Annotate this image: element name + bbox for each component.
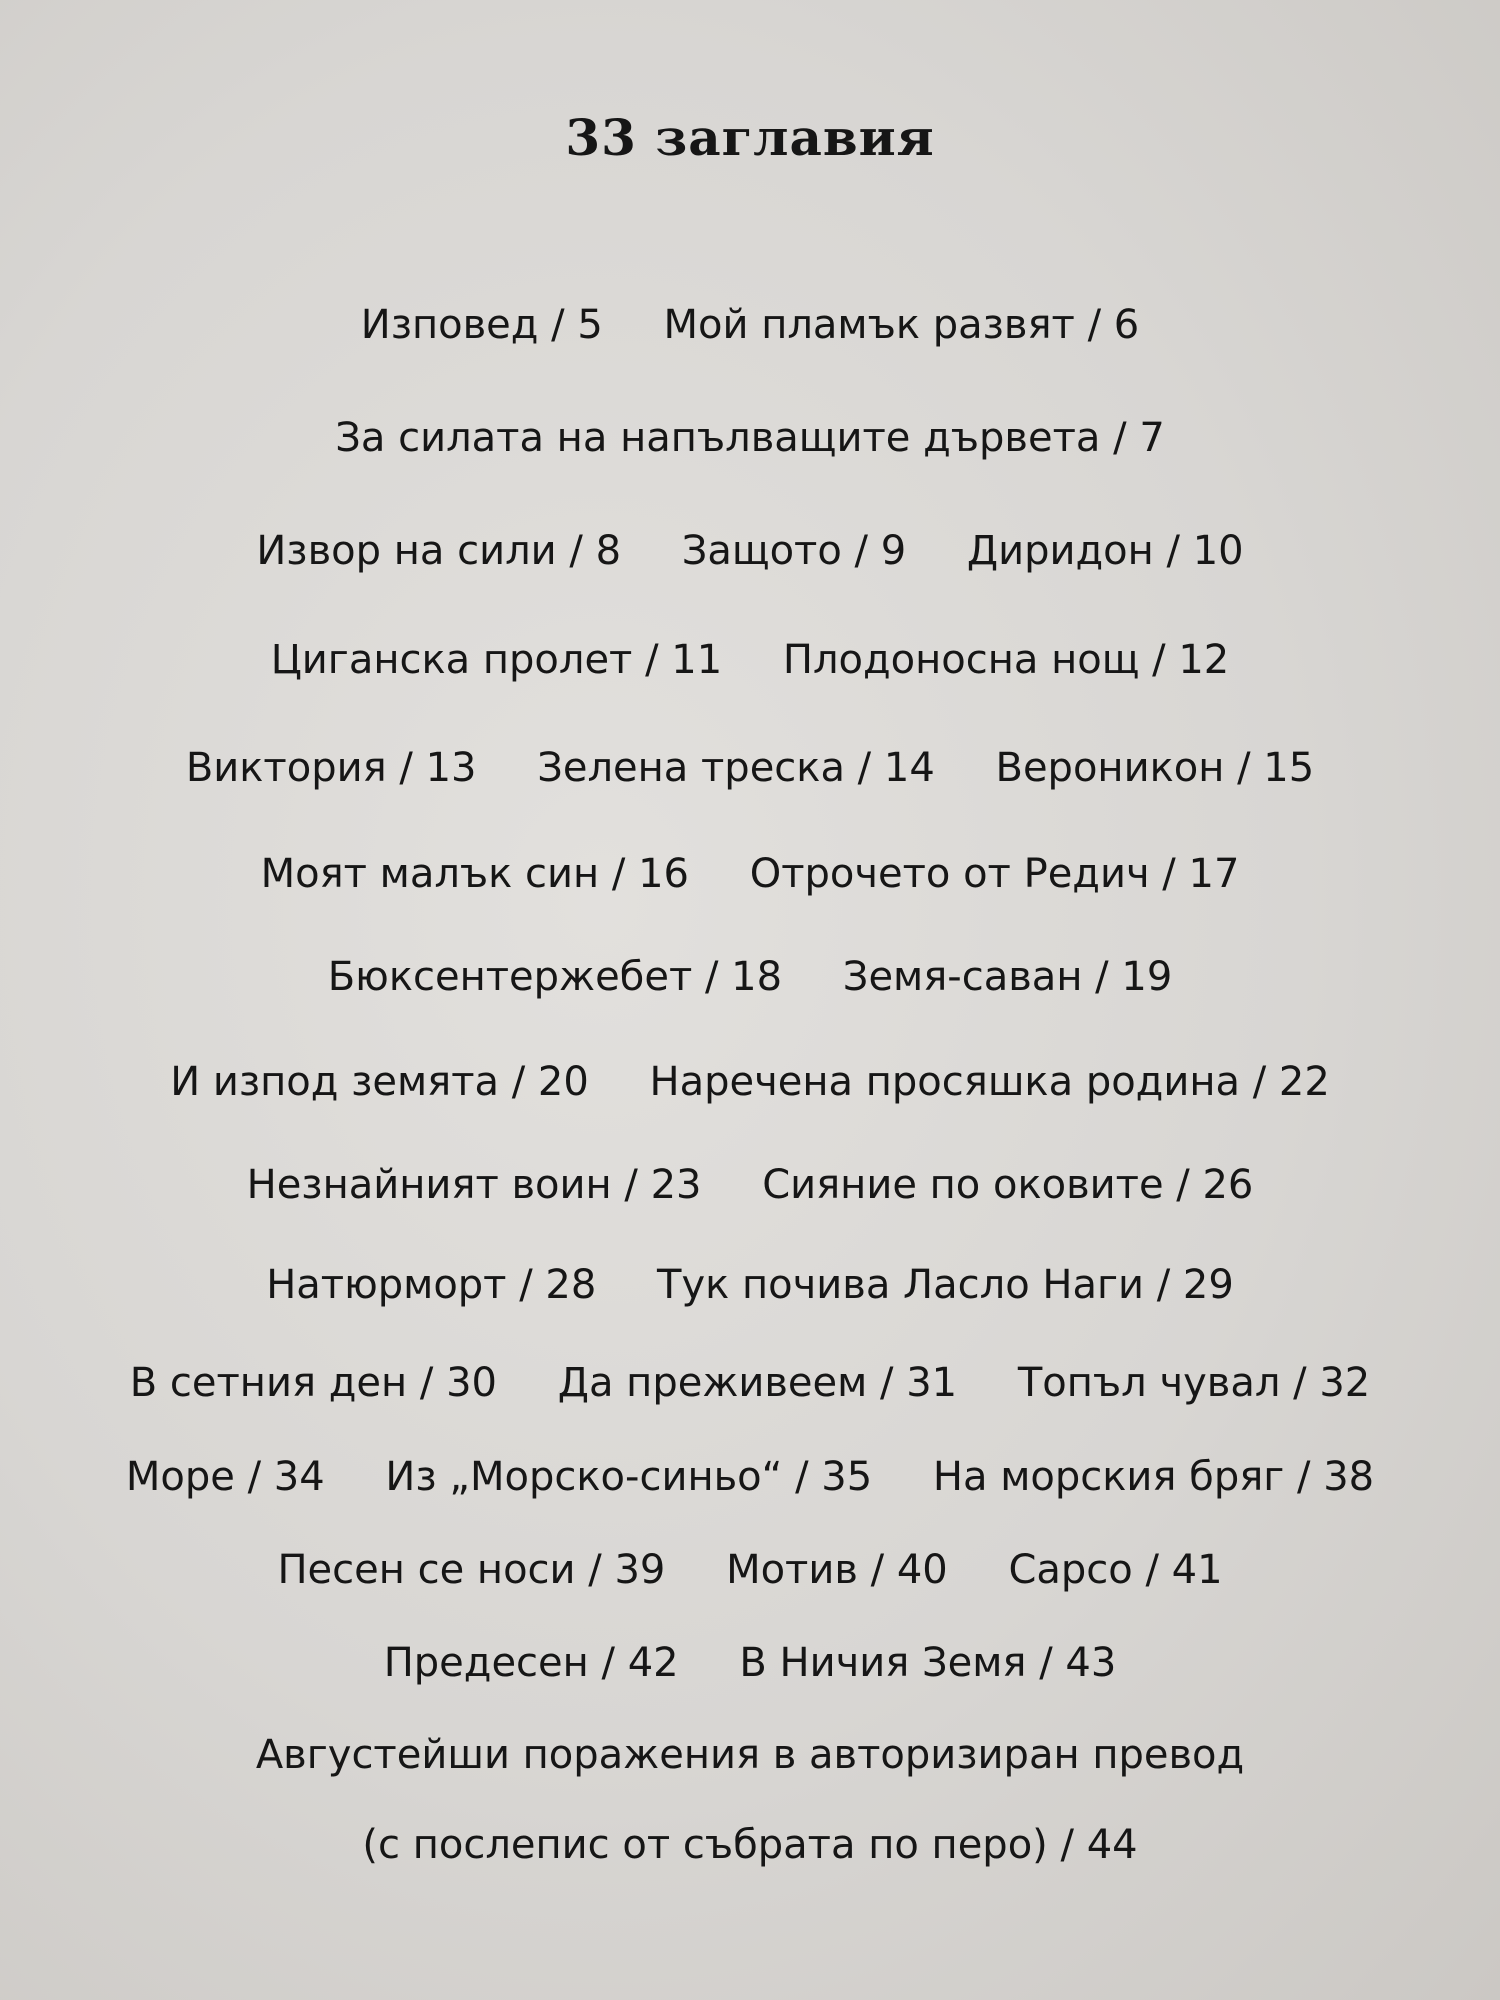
entry-title: В сетния ден — [129, 1360, 408, 1406]
toc-entry — [385, 1452, 872, 1502]
entry-title: Плодоносна нощ — [782, 637, 1140, 683]
entry-title: Сарсо — [1008, 1547, 1133, 1593]
toc-entry — [1008, 1545, 1222, 1595]
entry-page: / 8 — [557, 528, 621, 574]
toc-entry — [933, 1452, 1374, 1502]
entry-page: / 32 — [1280, 1360, 1370, 1406]
entry-title: Защото — [681, 528, 842, 574]
toc-entry — [335, 413, 1165, 463]
toc-row — [0, 1638, 1500, 1688]
entry-title: Бюксентержебет — [327, 954, 693, 1000]
toc-entry — [361, 300, 603, 350]
entry-page: / 13 — [387, 745, 477, 791]
toc-entry — [682, 526, 906, 576]
entry-title: Виктория — [185, 745, 387, 791]
toc-row — [0, 1160, 1500, 1210]
toc-row — [0, 952, 1500, 1002]
toc-entry — [130, 1358, 497, 1408]
toc-entry — [739, 1638, 1116, 1688]
toc-entry — [328, 952, 782, 1002]
toc-entry — [843, 952, 1172, 1002]
entry-page: / 39 — [576, 1547, 666, 1593]
last-entry-line2: (с послепис от събрата по перо) — [362, 1822, 1048, 1868]
toc-row — [0, 1452, 1500, 1502]
toc-row — [0, 1358, 1500, 1408]
toc-entry — [783, 635, 1229, 685]
toc-entry — [664, 300, 1140, 350]
entry-title: Незнайният воин — [246, 1162, 612, 1208]
entry-page: / 10 — [1154, 528, 1244, 574]
entry-page: / 26 — [1164, 1162, 1254, 1208]
toc-entry — [256, 526, 621, 576]
entry-page: / 9 — [842, 528, 906, 574]
entry-page: / 6 — [1075, 302, 1139, 348]
entry-page: / 43 — [1026, 1640, 1116, 1686]
toc-entry — [996, 743, 1315, 793]
entry-title: Из „Морско-синьо“ — [385, 1454, 783, 1500]
entry-page: / 23 — [612, 1162, 702, 1208]
toc-entry — [266, 1260, 596, 1310]
entry-page: / 12 — [1139, 637, 1229, 683]
entry-title: Сияние по оковите — [762, 1162, 1164, 1208]
entry-page: / 28 — [506, 1262, 596, 1308]
entry-title: Да преживеем — [557, 1360, 868, 1406]
toc-row — [0, 526, 1500, 576]
toc-entry — [271, 635, 722, 685]
toc-entry — [726, 1545, 948, 1595]
toc-entry — [362, 1820, 1137, 1870]
entry-title: Вероникон — [995, 745, 1225, 791]
entry-page: / 17 — [1150, 851, 1240, 897]
toc-entry — [762, 1160, 1253, 1210]
entry-title: На морския бряг — [932, 1454, 1285, 1500]
toc-entry — [384, 1638, 679, 1688]
entry-title: Море — [125, 1454, 235, 1500]
toc-entry — [186, 743, 477, 793]
entry-title: Тук почива Ласло Наги — [657, 1262, 1144, 1308]
toc-entry — [1018, 1358, 1370, 1408]
toc-row — [0, 1545, 1500, 1595]
entry-page: / 15 — [1224, 745, 1314, 791]
entry-page: / 29 — [1144, 1262, 1234, 1308]
entry-title: Земя-саван — [842, 954, 1083, 1000]
toc-entry — [558, 1358, 957, 1408]
toc-entry — [750, 849, 1240, 899]
toc-entry — [650, 1057, 1330, 1107]
entry-page: / 18 — [692, 954, 782, 1000]
toc-entry — [967, 526, 1244, 576]
toc-entry — [277, 1545, 665, 1595]
toc-row — [0, 1820, 1500, 1870]
entry-page: / 31 — [867, 1360, 957, 1406]
toc-entry — [657, 1260, 1234, 1310]
entry-page: / 5 — [538, 302, 602, 348]
entry-page: / 35 — [782, 1454, 872, 1500]
entry-title: В Ничия Земя — [739, 1640, 1027, 1686]
toc-row — [0, 743, 1500, 793]
entry-title: И изпод земята — [170, 1059, 500, 1105]
page-title: 33 заглавия — [565, 108, 935, 167]
toc-entry — [261, 849, 689, 899]
entry-page: / 11 — [632, 637, 722, 683]
entry-title: Мой пламък развят — [663, 302, 1075, 348]
entry-page: / 42 — [589, 1640, 679, 1686]
toc-row — [0, 1730, 1500, 1780]
toc-row — [0, 635, 1500, 685]
toc-row — [0, 849, 1500, 899]
last-entry-line1: Августейши поражения в авторизиран превод — [255, 1732, 1245, 1778]
entry-title: Топъл чувал — [1017, 1360, 1281, 1406]
entry-title: Наречена просяшка родина — [649, 1059, 1240, 1105]
entry-page: / 41 — [1133, 1547, 1223, 1593]
entry-page: / 19 — [1082, 954, 1172, 1000]
entry-title: Циганска пролет — [270, 637, 633, 683]
toc-entry — [170, 1057, 589, 1107]
entry-title: Зелена треска — [537, 745, 845, 791]
entry-page: / 38 — [1284, 1454, 1374, 1500]
entry-title: Отрочето от Редич — [749, 851, 1150, 897]
entry-page: / 30 — [407, 1360, 497, 1406]
entry-page: / 20 — [499, 1059, 589, 1105]
entry-title: Натюрморт — [266, 1262, 507, 1308]
entry-page: / 22 — [1240, 1059, 1330, 1105]
toc-entry — [537, 743, 935, 793]
entry-page: / 14 — [845, 745, 935, 791]
entry-title: За силата на напълващите дървета — [335, 415, 1101, 461]
toc-row — [0, 1057, 1500, 1107]
entry-title: Диридон — [966, 528, 1154, 574]
toc-entry — [247, 1160, 702, 1210]
entry-title: Предесен — [383, 1640, 589, 1686]
toc-entry — [126, 1452, 325, 1502]
toc-row — [0, 413, 1500, 463]
entry-title: Изповед — [360, 302, 539, 348]
entry-page: / 44 — [1048, 1822, 1138, 1868]
entry-title: Мотив — [726, 1547, 858, 1593]
entry-title: Песен се носи — [277, 1547, 576, 1593]
toc-row — [0, 300, 1500, 350]
entry-title: Моят малък син — [260, 851, 600, 897]
entry-page: / 34 — [235, 1454, 325, 1500]
entry-page: / 40 — [858, 1547, 948, 1593]
entry-page: / 16 — [599, 851, 689, 897]
entry-page: / 7 — [1100, 415, 1164, 461]
entry-title: Извор на сили — [256, 528, 557, 574]
toc-row — [0, 1260, 1500, 1310]
